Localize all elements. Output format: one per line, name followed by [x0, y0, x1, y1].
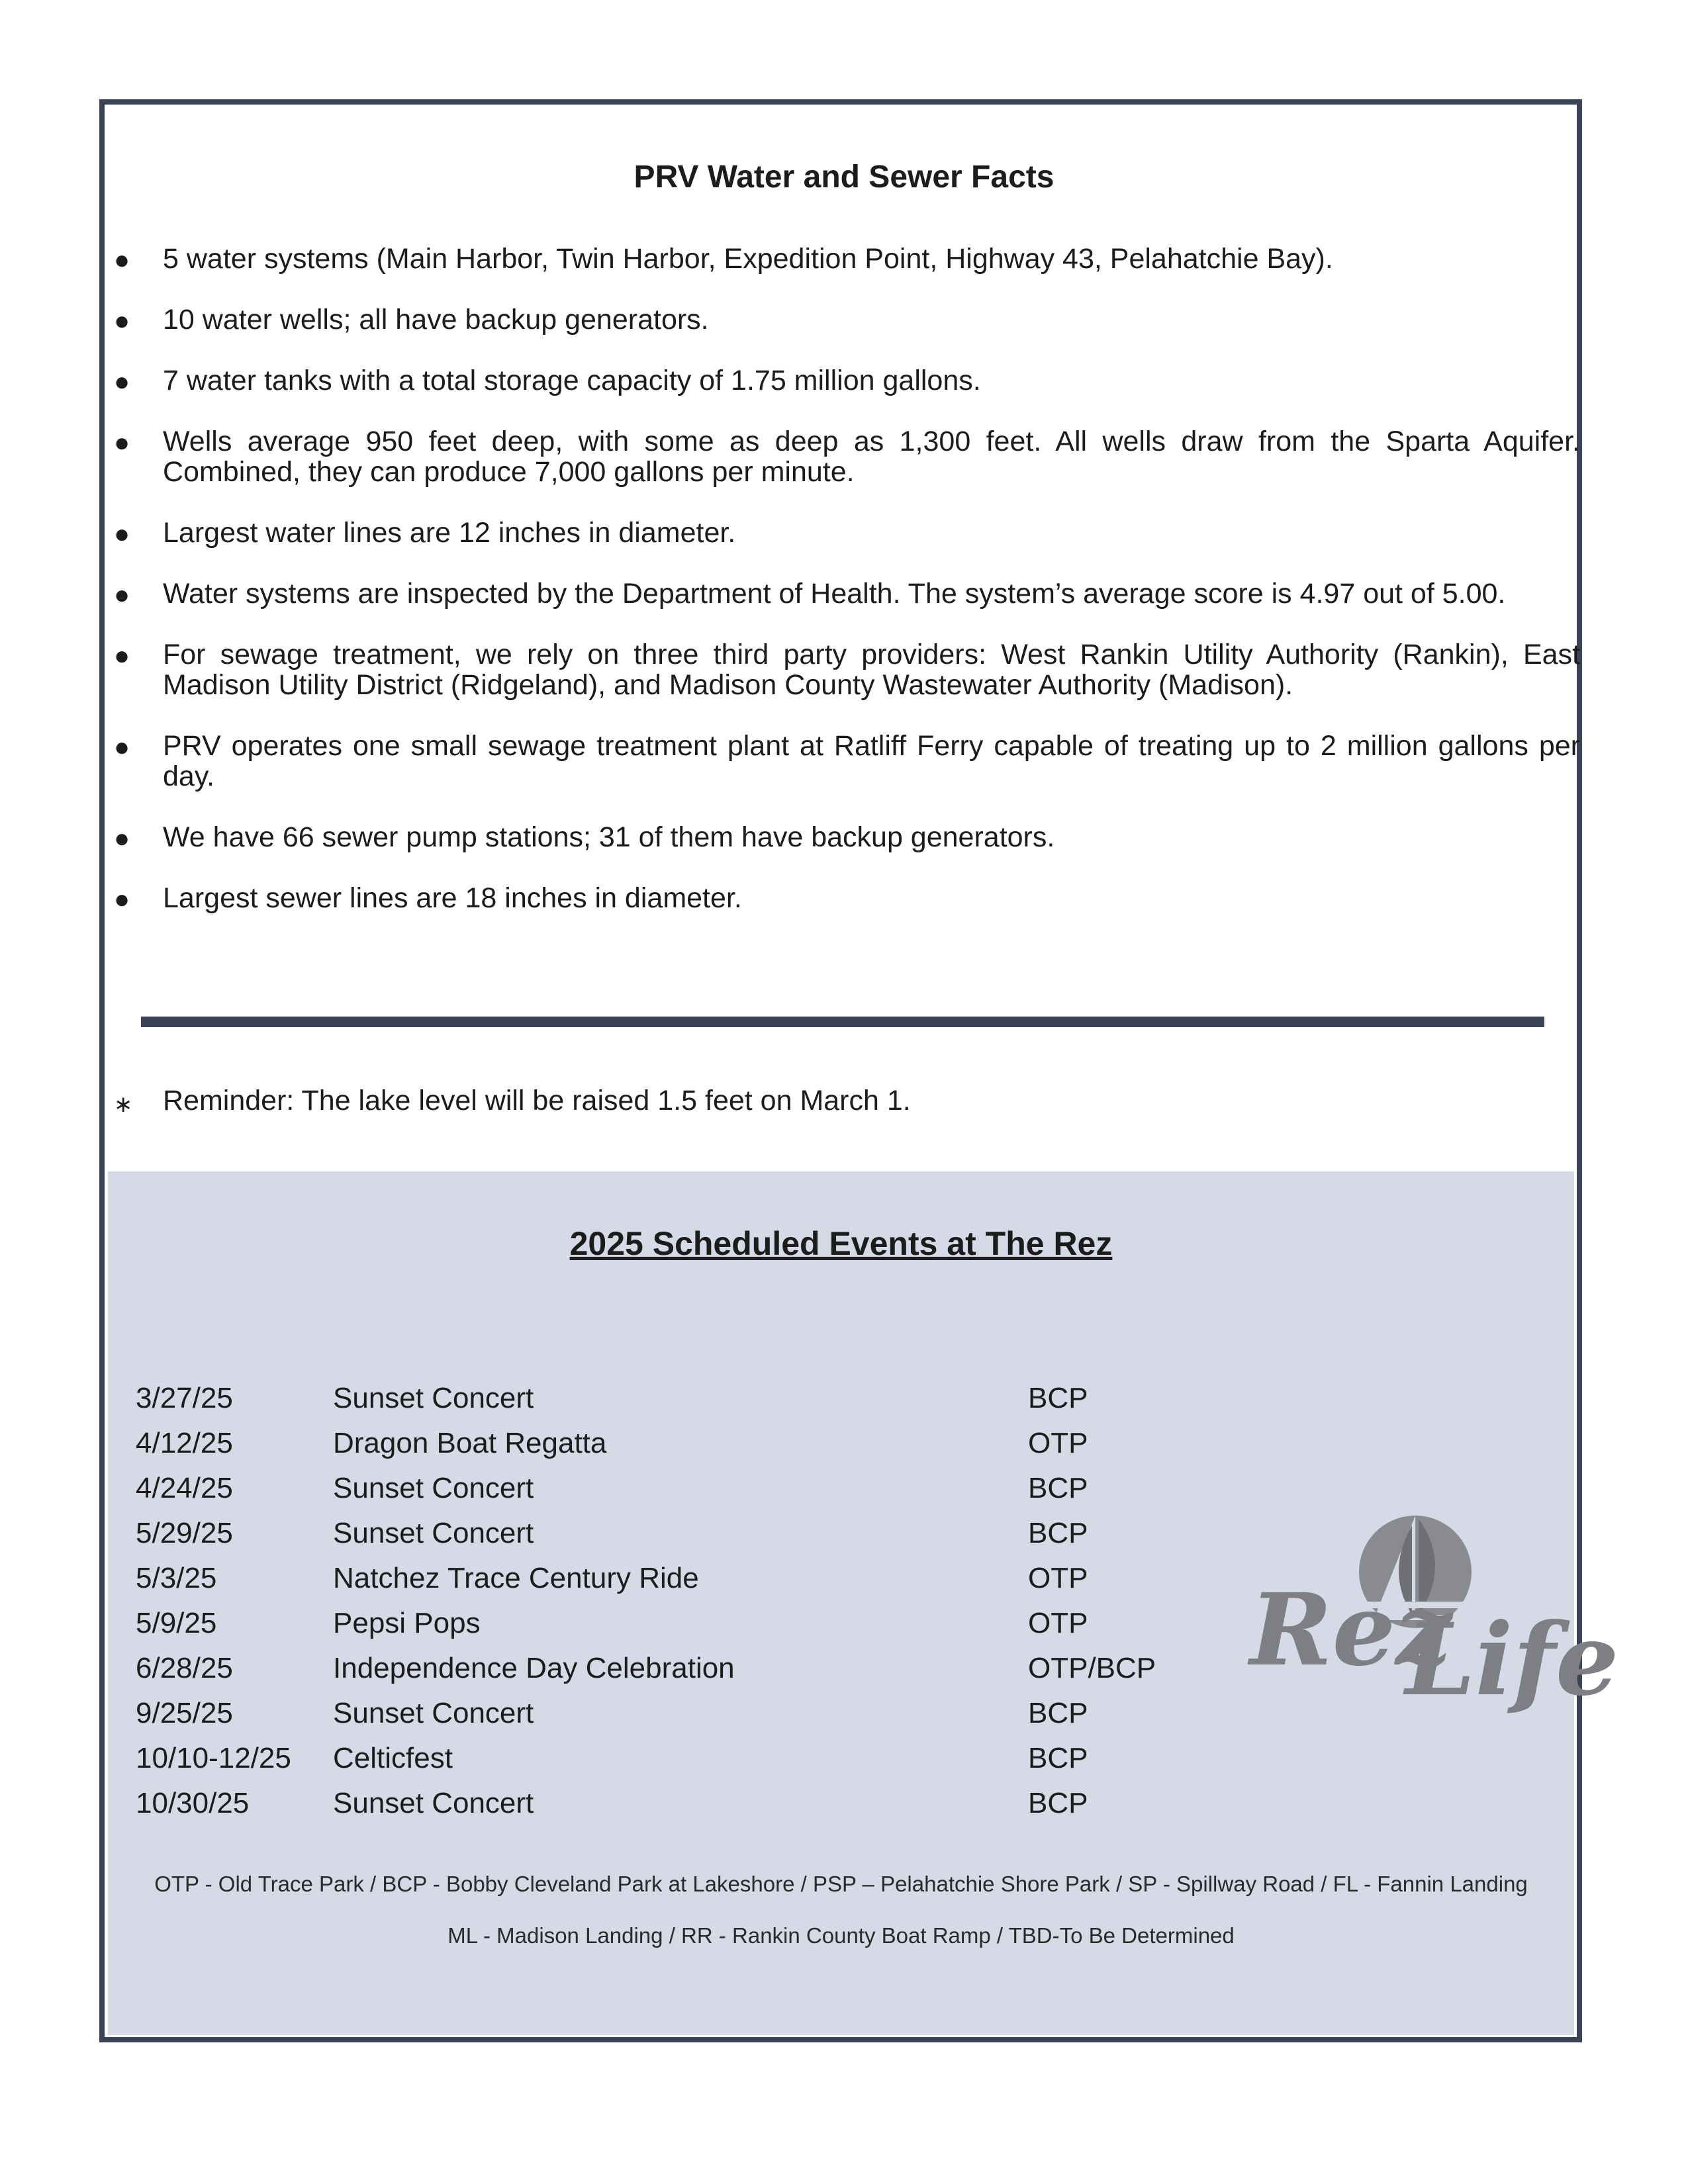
event-date: 5/29/25 [136, 1517, 233, 1549]
event-location: BCP [1028, 1517, 1088, 1549]
event-location: OTP/BCP [1028, 1652, 1156, 1684]
section-divider [141, 1017, 1544, 1027]
event-name: Pepsi Pops [333, 1607, 481, 1639]
event-date: 5/9/25 [136, 1607, 217, 1639]
reminder-note: ∗ Reminder: The lake level will be raised 1.5 feet on March 1. [114, 1085, 911, 1116]
event-location: OTP [1028, 1562, 1088, 1594]
legend-line-2: ML - Madison Landing / RR - Rankin County Boat Ramp / TBD-To Be Determined [447, 1923, 1235, 1948]
bullet-icon: ● [114, 885, 130, 914]
event-name: Sunset Concert [333, 1472, 534, 1504]
event-name: Sunset Concert [333, 1697, 534, 1729]
facts-title: PRV Water and Sewer Facts [633, 159, 1055, 195]
bullet-icon: ● [114, 428, 130, 457]
event-date: 3/27/25 [136, 1382, 233, 1414]
bullet-icon: ● [114, 306, 130, 336]
bullet-icon: ● [114, 641, 130, 670]
fact-item: ● PRV operates one small sewage treatment plant at Ratliff Ferry capable of treating up to 2 million gallons per day. [114, 730, 1580, 792]
fact-item: ● For sewage treatment, we rely on three third party providers: West Rankin Utility Authority (Rankin), East Madison Utility District (Ridgeland), and Madison County Wastewater Authority (Madison). [114, 639, 1580, 701]
fact-item: ● 5 water systems (Main Harbor, Twin Harbor, Expedition Point, Highway 43, Pelahatchie Bay). [114, 243, 1333, 275]
events-title: 2025 Scheduled Events at The Rez [569, 1225, 1113, 1262]
event-location: BCP [1028, 1472, 1088, 1504]
event-date: 4/24/25 [136, 1472, 233, 1504]
event-name: Celticfest [333, 1742, 453, 1774]
fact-item: ● Largest sewer lines are 18 inches in diameter. [114, 882, 742, 914]
logo-wordmark-rez: Rez [1250, 1572, 1452, 1688]
fact-item: ● Largest water lines are 12 inches in diameter. [114, 517, 736, 549]
fact-item: ● We have 66 sewer pump stations; 31 of them have backup generators. [114, 821, 1055, 853]
bullet-icon: ● [114, 580, 130, 610]
event-location: BCP [1028, 1742, 1088, 1774]
fact-item: ● Wells average 950 feet deep, with some as deep as 1,300 feet. All wells draw from the Sparta Aquifer. Combined, they can produce 7,000 gallons per minute. [114, 426, 1580, 488]
rez-life-logo [1250, 1502, 1619, 1718]
asterisk-icon: ∗ [114, 1092, 133, 1117]
event-name: Natchez Trace Century Ride [333, 1562, 699, 1594]
bullet-icon: ● [114, 367, 130, 396]
bullet-icon: ● [114, 824, 130, 853]
bullet-icon: ● [114, 520, 130, 549]
logo-wordmark-life: Life [1405, 1602, 1619, 1718]
event-date: 6/28/25 [136, 1652, 233, 1684]
bullet-icon: ● [114, 246, 130, 275]
event-location: OTP [1028, 1427, 1088, 1459]
event-date: 10/30/25 [136, 1787, 250, 1819]
event-date: 5/3/25 [136, 1562, 217, 1594]
event-location: BCP [1028, 1787, 1088, 1819]
event-name: Independence Day Celebration [333, 1652, 735, 1684]
event-date: 10/10-12/25 [136, 1742, 291, 1774]
fact-item: ● Water systems are inspected by the Department of Health. The system’s average score is 4.97 out of 5.00. [114, 578, 1506, 610]
legend-line-1: OTP - Old Trace Park / BCP - Bobby Cleveland Park at Lakeshore / PSP – Pelahatchie Shore Park / SP - Spillway Road / FL - Fannin Landing [154, 1872, 1528, 1896]
event-location: OTP [1028, 1607, 1088, 1639]
bullet-icon: ● [114, 733, 130, 762]
event-date: 4/12/25 [136, 1427, 233, 1459]
facts-list [114, 244, 1580, 944]
event-date: 9/25/25 [136, 1697, 233, 1729]
event-name: Dragon Boat Regatta [333, 1427, 607, 1459]
events-panel [108, 1171, 1619, 2035]
fact-item: ● 7 water tanks with a total storage capacity of 1.75 million gallons. [114, 365, 981, 396]
event-location: BCP [1028, 1697, 1088, 1729]
fact-item: ● 10 water wells; all have backup generators. [114, 304, 709, 336]
event-location: BCP [1028, 1382, 1088, 1414]
event-name: Sunset Concert [333, 1787, 534, 1819]
event-name: Sunset Concert [333, 1382, 534, 1414]
event-name: Sunset Concert [333, 1517, 534, 1549]
